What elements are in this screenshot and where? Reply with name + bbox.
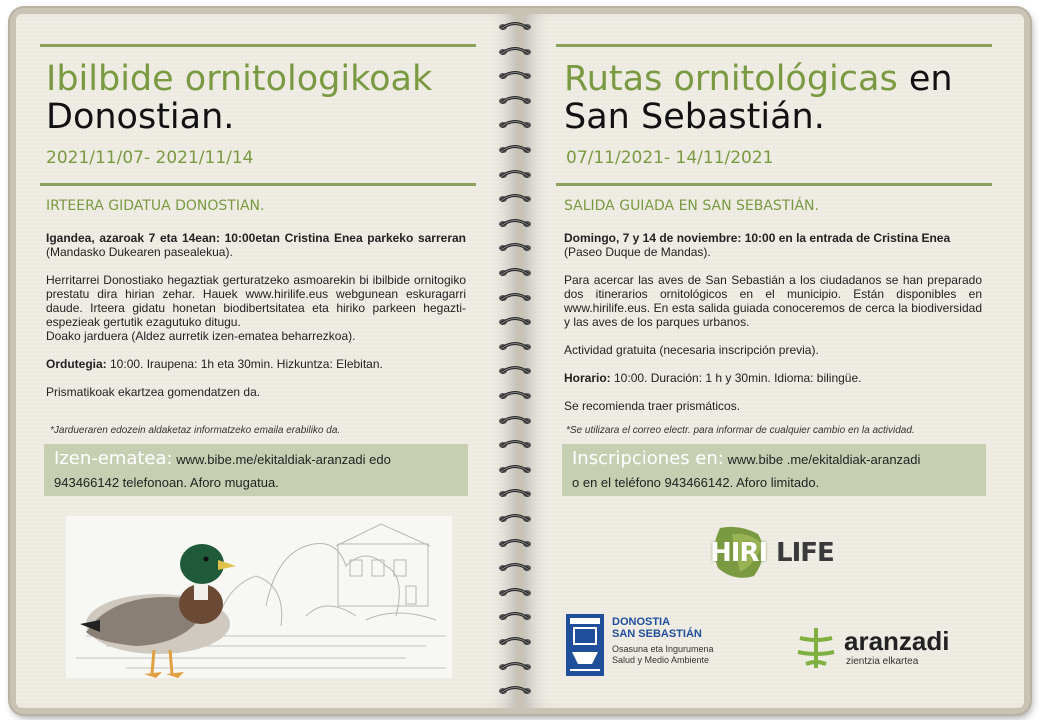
spiral-ring-icon <box>495 487 535 501</box>
aranzadi-sub: zientzia elkartea <box>846 656 919 667</box>
right-title-black-a: en <box>897 59 953 99</box>
mid-rule-left <box>40 183 476 186</box>
left-p3-rest: 10:00. Iraupena: 1h eta 30min. Hizkuntza: Elebitan. <box>106 357 383 371</box>
spiral-ring-icon <box>495 586 535 600</box>
right-p4-bold: Horario: <box>564 371 611 385</box>
hirilife-logo <box>710 524 850 584</box>
left-title <box>46 60 432 136</box>
spiral-ring-icon <box>495 45 535 59</box>
spiral-ring-icon <box>495 20 535 34</box>
donostia-name <box>612 616 702 640</box>
left-reg-link[interactable]: www.bibe.me/ekitaldiak-aranzadi edo <box>172 452 391 467</box>
left-p3-bold: Ordutegia: <box>46 357 107 371</box>
left-body <box>46 231 466 413</box>
donostia-sub-1: Osasuna eta Ingurumena <box>612 644 714 654</box>
spiral-ring-icon <box>495 364 535 378</box>
left-note: *Jardueraren edozein aldaketaz informatzeko emaila erabiliko da. <box>50 425 341 436</box>
spiral-ring-icon <box>495 69 535 83</box>
right-p3: Actividad gratuita (necesaria inscripción previa). <box>564 343 819 357</box>
donostia-name-1: DONOSTIA <box>612 616 671 628</box>
right-p5: Se recomienda traer prismáticos. <box>564 399 741 413</box>
donostia-logo <box>566 614 746 680</box>
right-p1-rest: (Paseo Duque de Mandas). <box>564 245 711 259</box>
left-p2b: Doako jarduera (Aldez aurretik izen-ematea beharrezkoa). <box>46 329 356 343</box>
spiral-ring-icon <box>495 340 535 354</box>
right-reg-line2: o en el teléfono 943466142. Aforo limitado. <box>572 475 820 490</box>
right-registration-box <box>562 444 986 496</box>
left-p2: Herritarrei Donostiako hegaztiak gerturatzeko asmoarekin bi ibilbide ornitogiko prestatu dira hirian zehar. Hauek www.hirilife.eus webgunean eskuragarri daude. Irteera gidatu honetan biodibertsitatea eta hiriko parkeen hegazti-espezieak gertutik ezagutuko ditugu. <box>46 273 466 329</box>
spiral-ring-icon <box>495 266 535 280</box>
spiral-ring-icon <box>495 192 535 206</box>
aranzadi-name: aranzadi <box>844 626 950 656</box>
left-dates: 2021/11/07- 2021/11/14 <box>46 148 254 168</box>
spiral-ring-icon <box>495 438 535 452</box>
right-p4-rest: 10:00. Duración: 1 h y 30min. Idioma: bilingüe. <box>610 371 862 385</box>
spiral-ring-icon <box>495 414 535 428</box>
right-title-green: Rutas ornitológicas <box>564 59 898 99</box>
left-p1-rest: (Mandasko Dukearen pasealekua). <box>46 245 233 259</box>
spiral-ring-icon <box>495 241 535 255</box>
spiral-ring-icon <box>495 512 535 526</box>
spiral-ring-icon <box>495 94 535 108</box>
spiral-ring-icon <box>495 684 535 698</box>
spiral-ring-icon <box>495 537 535 551</box>
left-p1-bold: Igandea, azaroak 7 eta 14ean: 10:00etan Cristina Enea parkeko sarreran <box>46 231 466 245</box>
spiral-ring-icon <box>495 315 535 329</box>
left-title-green: Ibilbide ornitologikoak <box>46 59 433 99</box>
aranzadi-leaf-icon <box>792 624 840 672</box>
right-title-black-b: San Sebastián. <box>564 97 825 137</box>
donostia-crest-icon <box>566 614 604 676</box>
spiral-ring-icon <box>495 463 535 477</box>
donostia-sub <box>612 644 714 666</box>
donostia-name-2: SAN SEBASTIÁN <box>612 628 702 640</box>
mallard-duck-icon <box>66 516 452 678</box>
duck-illustration <box>66 516 452 678</box>
spiral-ring-icon <box>495 118 535 132</box>
donostia-shield-icon <box>566 614 604 676</box>
left-registration-box <box>44 444 468 496</box>
spiral-ring-icon <box>495 635 535 649</box>
right-note: *Se utilizara el correo electr. para informar de cualquier cambio en la actividad. <box>566 425 915 436</box>
hirilife-hiri: HIRI <box>710 538 768 568</box>
top-rule-right <box>556 44 992 47</box>
spiral-ring-icon <box>495 143 535 157</box>
right-p2: Para acercar las aves de San Sebastián a los ciudadanos se han preparado dos itinerarios ornitológicos en el municipio. Están disponibles en www.hirilife.eus. En esta salida guiada conoceremos de cerca la biodiversidad y las aves de los parques urbanos. <box>564 273 982 329</box>
spiral-ring-icon <box>495 217 535 231</box>
right-subhead: SALIDA GUIADA EN SAN SEBASTIÁN. <box>564 198 819 214</box>
aranzadi-logo <box>792 624 982 674</box>
left-reg-line2: 943466142 telefonoan. Aforo mugatua. <box>54 475 279 490</box>
right-reg-link[interactable]: www.bibe .me/ekitaldiak-aranzadi <box>723 452 921 467</box>
spiral-ring-icon <box>495 389 535 403</box>
right-body <box>564 231 982 427</box>
spiral-ring-icon <box>495 291 535 305</box>
left-p4: Prismatikoak ekartzea gomendatzen da. <box>46 385 261 399</box>
spiral-ring-icon <box>495 561 535 575</box>
top-rule-left <box>40 44 476 47</box>
spiral-ring-icon <box>495 168 535 182</box>
right-p1-bold: Domingo, 7 y 14 de noviembre: 10:00 en la entrada de Cristina Enea <box>564 231 951 245</box>
spiral-ring-icon <box>495 660 535 674</box>
left-title-black: Donostian. <box>46 97 235 137</box>
donostia-sub-2: Salud y Medio Ambiente <box>612 655 710 665</box>
mid-rule-right <box>556 183 992 186</box>
hirilife-life: LIFE <box>776 538 834 568</box>
left-subhead: IRTEERA GIDATUA DONOSTIAN. <box>46 198 265 214</box>
right-title <box>564 60 953 136</box>
spiral-ring-icon <box>495 610 535 624</box>
right-reg-label: Inscripciones en: <box>572 448 724 469</box>
right-dates: 07/11/2021- 14/11/2021 <box>566 148 774 168</box>
left-reg-label: Izen-ematea: <box>54 448 173 469</box>
